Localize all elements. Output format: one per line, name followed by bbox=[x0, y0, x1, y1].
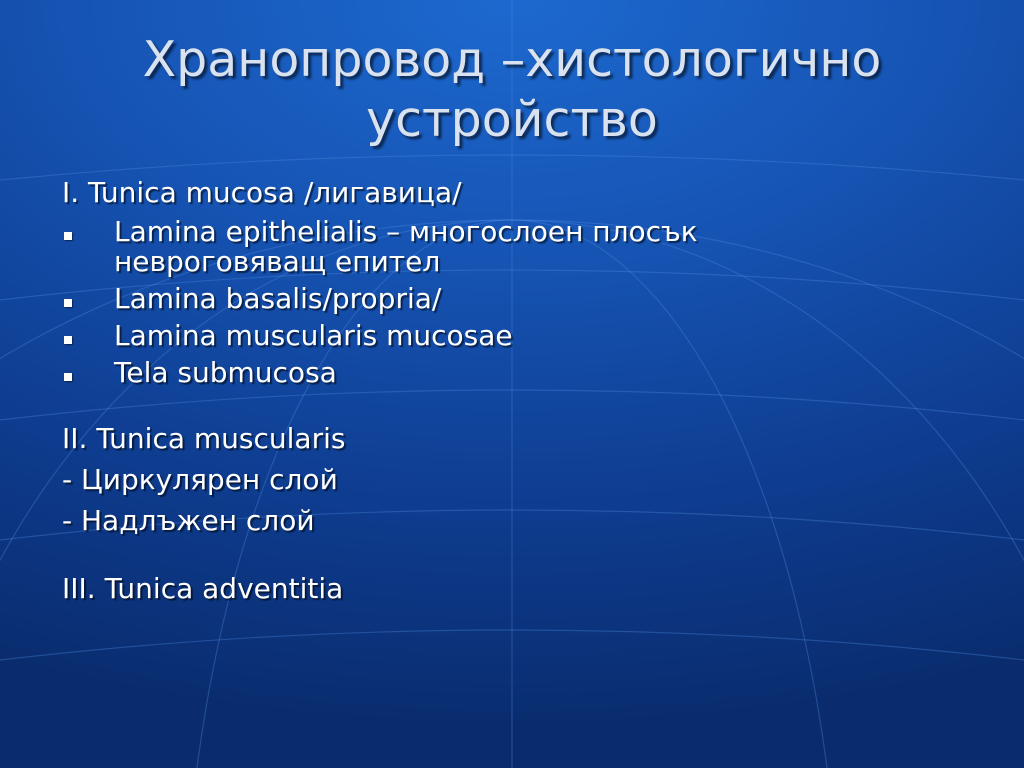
bullet-square-icon bbox=[64, 299, 72, 307]
section-2-item-circular: - Циркулярен слой bbox=[62, 463, 338, 496]
bullet-item-lamina-epithelialis bbox=[62, 217, 982, 277]
bullet-square-icon bbox=[64, 336, 72, 344]
title-line-2: устройство bbox=[366, 91, 658, 148]
section-2-item-longitudinal: - Надлъжен слой bbox=[62, 504, 315, 537]
bullet-text-continued: невроговяващ епител bbox=[114, 245, 441, 278]
title-line-1: Хранопровод –хистологично bbox=[142, 31, 882, 88]
section-2-heading: II. Tunica muscularis bbox=[62, 422, 346, 455]
slide-title bbox=[40, 30, 984, 150]
bullet-item-lamina-basalis bbox=[62, 284, 982, 314]
slide-body bbox=[62, 176, 982, 613]
section-3-heading: III. Tunica adventitia bbox=[62, 572, 344, 605]
bullet-square-icon bbox=[64, 232, 72, 240]
bullet-text: Lamina basalis/propria/ bbox=[114, 282, 442, 315]
bullet-text: Lamina muscularis mucosae bbox=[114, 319, 513, 352]
bullet-item-tela-submucosa bbox=[62, 358, 982, 388]
bullet-item-lamina-muscularis-mucosae bbox=[62, 321, 982, 351]
bullet-text: Lamina epithelialis – многослоен плосък bbox=[114, 215, 698, 248]
section-1-heading: I. Tunica mucosa /лигавица/ bbox=[62, 176, 462, 209]
bullet-text: Tela submucosa bbox=[114, 356, 337, 389]
bullet-square-icon bbox=[64, 373, 72, 381]
